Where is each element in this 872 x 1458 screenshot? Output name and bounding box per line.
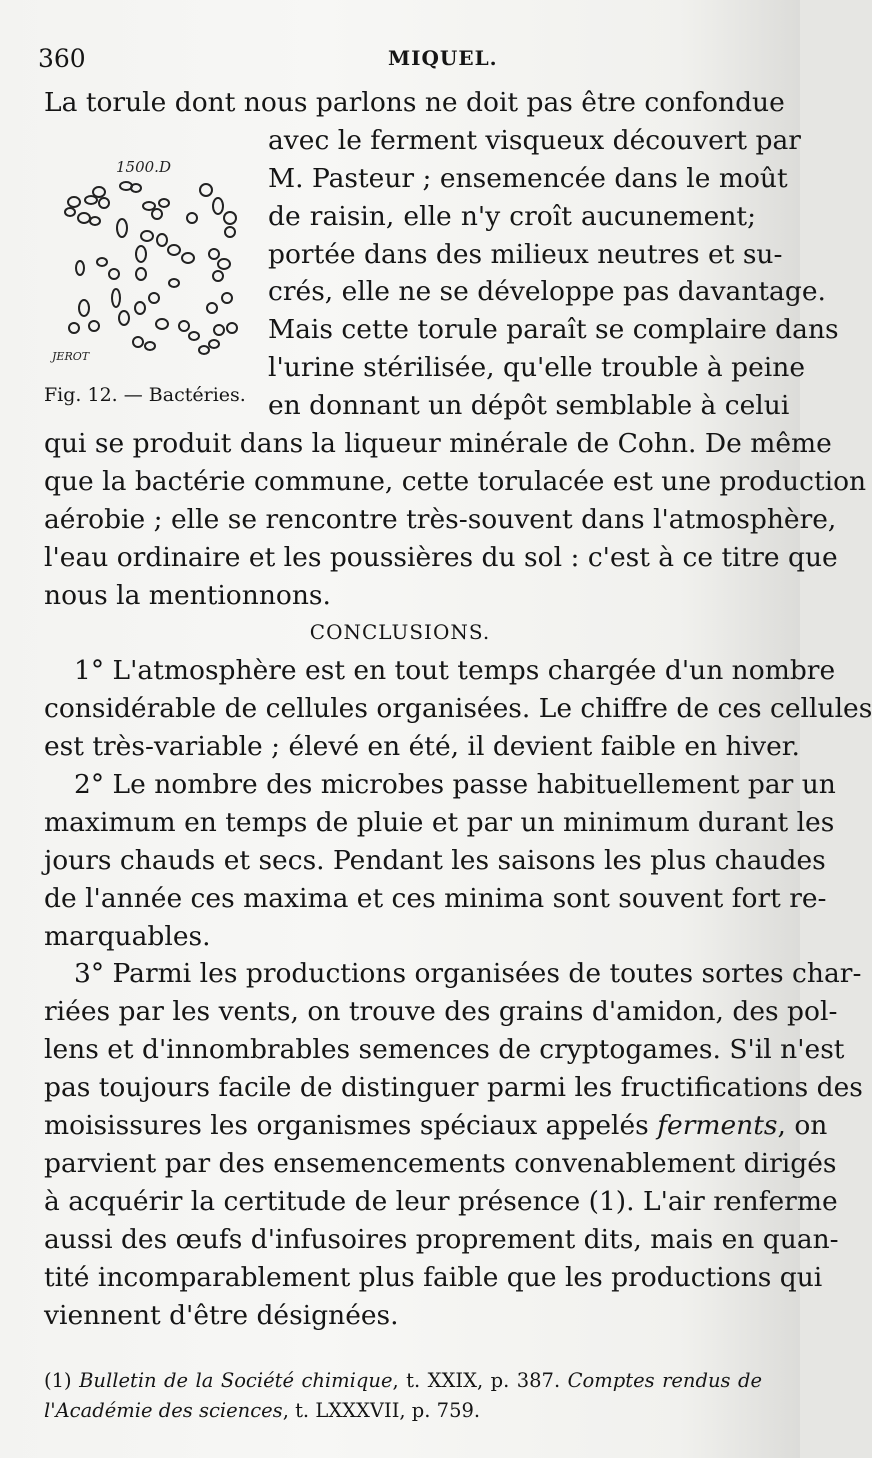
text-line: à acquérir la certitude de leur présence (1). L'air renferme bbox=[44, 1185, 838, 1217]
figure-caption: Fig. 12. — Bactéries. bbox=[44, 384, 246, 406]
text-line: avec le ferment visqueux découvert par bbox=[268, 124, 801, 156]
footnote-ref: , t. XXIX, p. 387. bbox=[392, 1369, 568, 1392]
text-line: portée dans des milieux neutres et su- bbox=[268, 238, 783, 270]
text-line: est très-variable ; élevé en été, il devient faible en hiver. bbox=[44, 731, 800, 763]
text-line: 2° Le nombre des microbes passe habituellement par un bbox=[74, 769, 836, 801]
page-number: 360 bbox=[38, 44, 86, 73]
text-line: La torule dont nous parlons ne doit pas être confondue bbox=[44, 87, 785, 118]
text-line: aérobie ; elle se rencontre très-souvent dans l'atmosphère, bbox=[44, 503, 837, 535]
text-line: jours chauds et secs. Pendant les saisons les plus chaudes bbox=[44, 844, 826, 876]
text-line: parvient par des ensemencements convenablement dirigés bbox=[44, 1147, 837, 1179]
scale-label: 1500.D bbox=[116, 158, 171, 176]
footnote-ref: , t. LXXXVII, p. 759. bbox=[282, 1399, 481, 1422]
footnote-line bbox=[44, 1396, 762, 1426]
page-header bbox=[38, 40, 768, 80]
text-line: nous la mentionnons. bbox=[44, 579, 331, 611]
running-title: MIQUEL. bbox=[388, 46, 498, 70]
text-line: 1° L'atmosphère est en tout temps chargée d'un nombre bbox=[74, 655, 836, 687]
text-line: viennent d'être désignées. bbox=[44, 1299, 399, 1331]
text-line: tité incomparablement plus faible que les productions qui bbox=[44, 1261, 823, 1293]
text-run: , on bbox=[777, 1110, 828, 1142]
footnote-source: l'Académie des sciences bbox=[44, 1399, 283, 1422]
footnote-line bbox=[44, 1366, 762, 1396]
text-line: de l'année ces maxima et ces minima sont souvent fort re- bbox=[44, 882, 827, 914]
text-line: Mais cette torule paraît se complaire dans bbox=[268, 314, 839, 346]
text-line: maximum en temps de pluie et par un minimum durant les bbox=[44, 806, 835, 838]
engraver-signature: JEROT bbox=[52, 350, 90, 363]
text-line: lens et d'innombrables semences de cryptogames. S'il n'est bbox=[44, 1034, 845, 1066]
footnote-source: Comptes rendus de bbox=[567, 1369, 763, 1392]
footnote-source: Bulletin de la Société chimique bbox=[79, 1369, 393, 1392]
text-line: qui se produit dans la liqueur minérale de Cohn. De même bbox=[44, 428, 832, 460]
text-line: aussi des œufs d'infusoires proprement dits, mais en quan- bbox=[44, 1223, 839, 1255]
text-line: 3° Parmi les productions organisées de toutes sortes char- bbox=[74, 958, 862, 990]
text-run: moisissures les organismes spéciaux appelés bbox=[44, 1110, 658, 1142]
text-line: que la bactérie commune, cette torulacée est une production bbox=[44, 465, 867, 497]
text-line: en donnant un dépôt semblable à celui bbox=[268, 390, 790, 422]
body-text bbox=[44, 84, 872, 1334]
text-line-mixed bbox=[44, 1107, 828, 1145]
text-line: l'eau ordinaire et les poussières du sol : c'est à ce titre que bbox=[44, 541, 838, 573]
text-line: M. Pasteur ; ensemencée dans le moût bbox=[268, 162, 788, 194]
text-line: de raisin, elle n'y croît aucunement; bbox=[268, 200, 756, 232]
text-line: marquables. bbox=[44, 920, 211, 952]
text-line: considérable de cellules organisées. Le chiffre de ces cellules bbox=[44, 693, 872, 725]
section-heading: CONCLUSIONS. bbox=[309, 620, 491, 645]
text-line: crés, elle ne se développe pas davantage. bbox=[268, 276, 826, 308]
text-line: l'urine stérilisée, qu'elle trouble à peine bbox=[268, 352, 806, 384]
text-line: riées par les vents, on trouve des grains d'amidon, des pol- bbox=[44, 996, 838, 1028]
italic-term: ferments bbox=[657, 1110, 778, 1142]
footnote bbox=[44, 1366, 762, 1426]
text-line: pas toujours facile de distinguer parmi les fructifications des bbox=[44, 1072, 863, 1104]
footnote-mark: (1) bbox=[44, 1369, 72, 1392]
